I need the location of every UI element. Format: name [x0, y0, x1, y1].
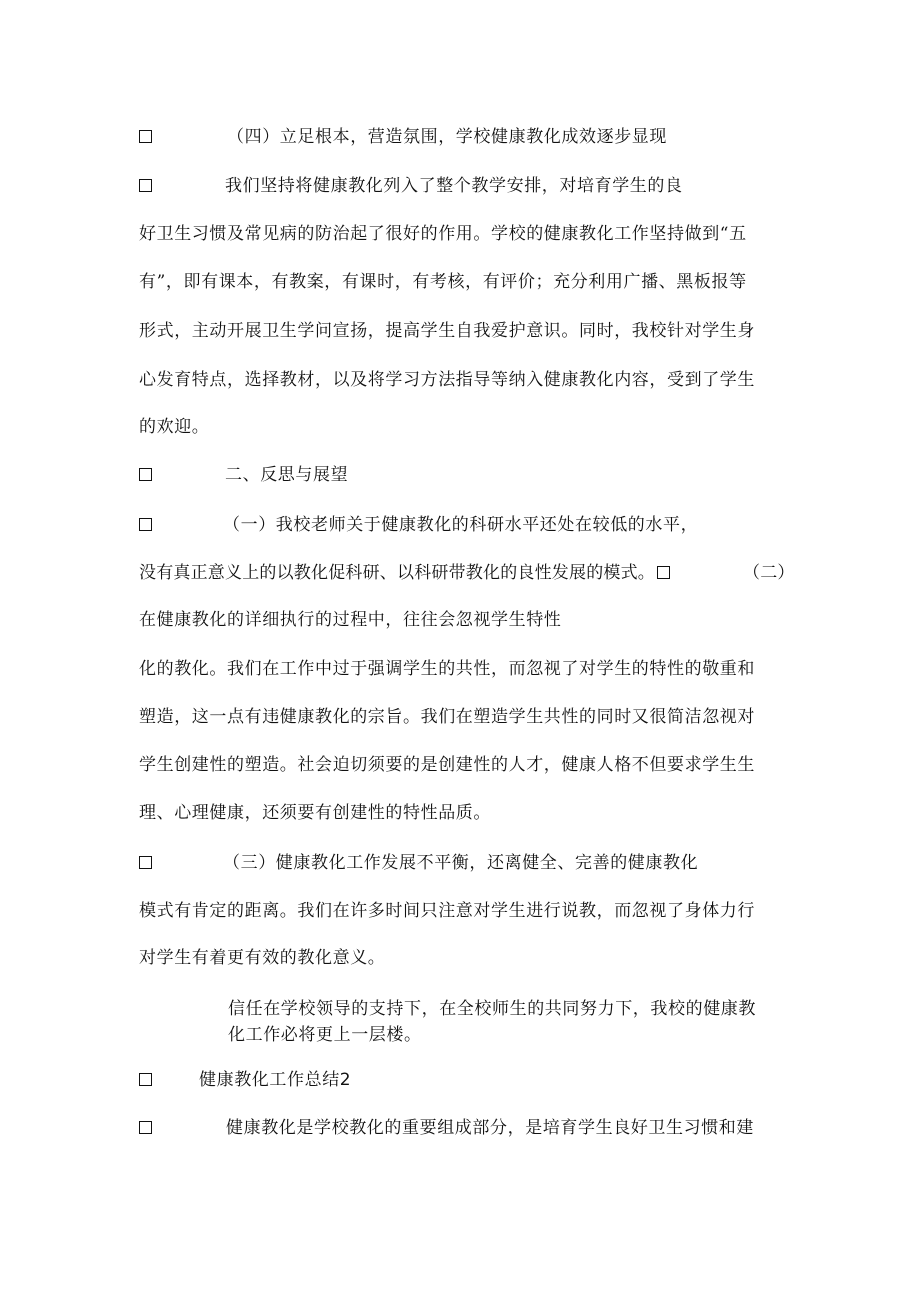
checkbox-icon	[139, 179, 152, 192]
paragraph-line	[139, 851, 799, 875]
paragraph-start: 我们坚持将健康教化列入了整个教学安排，对培育学生的良	[225, 176, 683, 196]
paragraph-line: 塑造，这一点有违健康教化的宗旨。我们在塑造学生共性的同时又很简洁忽视对	[139, 707, 755, 727]
paragraph-start: 健康教化是学校教化的重要组成部分，是培育学生良好卫生习惯和建	[226, 1118, 754, 1138]
paragraph-line: 化的教化。我们在工作中过于强调学生的共性，而忽视了对学生的特性的敬重和	[139, 659, 755, 679]
paragraph-line	[139, 463, 799, 487]
paragraph-line: 模式有肯定的距离。我们在许多时间只注意对学生进行说教，而忽视了身体力行	[139, 901, 755, 921]
paragraph-line	[139, 561, 799, 585]
paragraph-line: 理、心理健康，还须要有创建性的特性品质。	[139, 803, 491, 823]
paragraph-line: 对学生有着更有效的教化意义。	[139, 948, 386, 968]
subheading-three: （三）健康教化工作发展不平衡，还离健全、完善的健康教化	[223, 853, 699, 873]
checkbox-icon	[139, 130, 152, 143]
subheading-one: （一）我校老师关于健康教化的科研水平还处在较低的水平，	[223, 515, 699, 535]
paragraph-text: 没有真正意义上的以教化促科研、以科研带教化的良性发展的模式。	[139, 563, 655, 583]
paragraph-line: 的欢迎。	[139, 417, 210, 437]
checkbox-icon	[139, 518, 152, 531]
subheading-four: （四）立足根本，营造氛围，学校健康教化成效逐步显现	[227, 127, 667, 147]
paragraph-line: 有”，即有课本，有教案，有课时，有考核，有评价；充分利用广播、黑板报等	[139, 272, 747, 292]
document-title: 健康教化工作总结2	[199, 1070, 352, 1090]
checkbox-icon	[139, 856, 152, 869]
subheading-two: （二）	[743, 563, 795, 583]
checkbox-icon	[657, 566, 670, 579]
paragraph-line: 好卫生习惯及常见病的防治起了很好的作用。学校的健康教化工作坚持做到“五	[139, 224, 747, 244]
closing-line: 化工作必将更上一层楼。	[228, 1025, 422, 1045]
checkbox-icon	[139, 1073, 152, 1086]
checkbox-icon	[139, 1121, 152, 1134]
paragraph-line	[139, 513, 799, 537]
checkbox-icon	[139, 468, 152, 481]
paragraph-line: 心发育特点，选择教材，以及将学习方法指导等纳入健康教化内容，受到了学生	[139, 370, 755, 390]
closing-line: 信任在学校领导的支持下，在全校师生的共同努力下，我校的健康教	[228, 999, 756, 1019]
paragraph-line	[139, 125, 799, 149]
paragraph-line: 学生创建性的塑造。社会迫切须要的是创建性的人才，健康人格不但要求学生生	[139, 755, 755, 775]
paragraph-line: 形式，主动开展卫生学问宣扬，提高学生自我爱护意识。同时，我校针对学生身	[139, 321, 755, 341]
paragraph-line: 在健康教化的详细执行的过程中，往往会忽视学生特性	[139, 610, 562, 630]
paragraph-line	[139, 1116, 799, 1140]
section-heading: 二、反思与展望	[225, 465, 349, 485]
paragraph-line	[139, 1068, 799, 1092]
paragraph-line	[139, 174, 799, 198]
